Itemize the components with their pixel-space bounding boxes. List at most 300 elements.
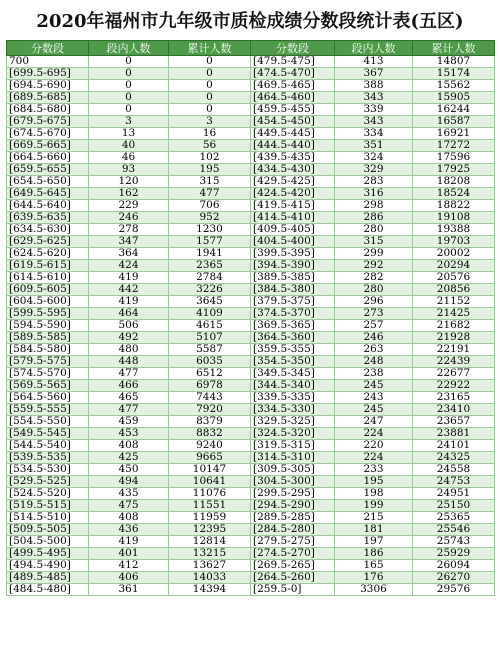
table-cell: 475	[89, 500, 169, 512]
table-row	[7, 116, 495, 128]
table-cell: [374.5-370]	[251, 308, 335, 320]
table-cell: 11551	[169, 500, 251, 512]
table-cell: [534.5-530]	[7, 464, 89, 476]
table-cell: 334	[335, 128, 413, 140]
table-cell: [489.5-485]	[7, 572, 89, 584]
table-cell: [594.5-590]	[7, 320, 89, 332]
table-cell: 24951	[413, 488, 495, 500]
table-cell: 6512	[169, 368, 251, 380]
table-cell: [619.5-615]	[7, 260, 89, 272]
table-cell: 442	[89, 284, 169, 296]
header-row	[7, 41, 495, 56]
table-cell: 280	[335, 284, 413, 296]
table-cell: [599.5-595]	[7, 308, 89, 320]
table-cell: [524.5-520]	[7, 488, 89, 500]
table-cell: 13215	[169, 548, 251, 560]
table-row	[7, 284, 495, 296]
table-cell: 176	[335, 572, 413, 584]
table-cell: 24101	[413, 440, 495, 452]
table-cell: 25546	[413, 524, 495, 536]
table-cell: [569.5-565]	[7, 380, 89, 392]
table-cell: 419	[89, 296, 169, 308]
header-cell: 分数段	[251, 41, 335, 56]
table-cell: 453	[89, 428, 169, 440]
table-cell: 506	[89, 320, 169, 332]
table-cell: [499.5-495]	[7, 548, 89, 560]
table-cell: 343	[335, 116, 413, 128]
table-cell: 3645	[169, 296, 251, 308]
score-distribution-table	[6, 40, 495, 596]
table-cell: 6035	[169, 356, 251, 368]
table-cell: 245	[335, 380, 413, 392]
table-cell: [324.5-320]	[251, 428, 335, 440]
table-cell: 0	[89, 80, 169, 92]
table-cell: [364.5-360]	[251, 332, 335, 344]
table-row	[7, 248, 495, 260]
table-cell: [559.5-555]	[7, 404, 89, 416]
table-cell: 14807	[413, 56, 495, 68]
table-cell: [654.5-650]	[7, 176, 89, 188]
table-cell: [509.5-505]	[7, 524, 89, 536]
table-cell: 477	[89, 404, 169, 416]
table-row	[7, 584, 495, 596]
table-cell: 280	[335, 224, 413, 236]
table-cell: 5587	[169, 344, 251, 356]
table-cell: 16244	[413, 104, 495, 116]
table-cell: [459.5-455]	[251, 104, 335, 116]
table-row	[7, 308, 495, 320]
table-row	[7, 128, 495, 140]
table-cell: 388	[335, 80, 413, 92]
table-cell: [564.5-560]	[7, 392, 89, 404]
table-cell: [679.5-675]	[7, 116, 89, 128]
table-cell: [349.5-345]	[251, 368, 335, 380]
table-cell: 20002	[413, 248, 495, 260]
table-cell: 20294	[413, 260, 495, 272]
table-cell: [424.5-420]	[251, 188, 335, 200]
table-cell: 29576	[413, 584, 495, 596]
table-cell: 343	[335, 92, 413, 104]
table-cell: 3	[89, 116, 169, 128]
table-cell: 952	[169, 212, 251, 224]
table-cell: 436	[89, 524, 169, 536]
table-cell: 283	[335, 176, 413, 188]
table-cell: 46	[89, 152, 169, 164]
table-cell: [439.5-435]	[251, 152, 335, 164]
table-cell: 186	[335, 548, 413, 560]
table-row	[7, 536, 495, 548]
header-cell: 累计人数	[413, 41, 495, 56]
table-row	[7, 80, 495, 92]
table-cell: [479.5-475]	[251, 56, 335, 68]
table-row	[7, 416, 495, 428]
table-cell: 4615	[169, 320, 251, 332]
table-cell: 466	[89, 380, 169, 392]
table-cell: [584.5-580]	[7, 344, 89, 356]
table-cell: 435	[89, 488, 169, 500]
table-cell: 245	[335, 404, 413, 416]
table-row	[7, 212, 495, 224]
table-cell: [339.5-335]	[251, 392, 335, 404]
table-row	[7, 200, 495, 212]
table-cell: 26270	[413, 572, 495, 584]
table-cell: 181	[335, 524, 413, 536]
table-cell: 93	[89, 164, 169, 176]
table-cell: [644.5-640]	[7, 200, 89, 212]
table-cell: 14033	[169, 572, 251, 584]
table-cell: [259.5-0]	[251, 584, 335, 596]
table-cell: [504.5-500]	[7, 536, 89, 548]
table-cell: 459	[89, 416, 169, 428]
page-title: 2020年福州市九年级市质检成绩分数段统计表(五区)	[36, 11, 464, 32]
table-cell: [334.5-330]	[251, 404, 335, 416]
table-cell: 0	[89, 104, 169, 116]
table-cell: 424	[89, 260, 169, 272]
table-cell: 248	[335, 356, 413, 368]
table-cell: [284.5-280]	[251, 524, 335, 536]
table-cell: 16921	[413, 128, 495, 140]
table-row	[7, 164, 495, 176]
table-row	[7, 380, 495, 392]
table-cell: [389.5-385]	[251, 272, 335, 284]
table-cell: 3226	[169, 284, 251, 296]
table-cell: 298	[335, 200, 413, 212]
table-cell: 448	[89, 356, 169, 368]
table-cell: 23165	[413, 392, 495, 404]
table-cell: 102	[169, 152, 251, 164]
table-row	[7, 176, 495, 188]
table-cell: 364	[89, 248, 169, 260]
table-cell: [444.5-440]	[251, 140, 335, 152]
table-cell: 0	[89, 56, 169, 68]
table-cell: 419	[89, 536, 169, 548]
table-cell: 246	[335, 332, 413, 344]
table-cell: 224	[335, 428, 413, 440]
table-cell: 21682	[413, 320, 495, 332]
table-cell: 26094	[413, 560, 495, 572]
table-cell: 23881	[413, 428, 495, 440]
table-cell: 367	[335, 68, 413, 80]
table-cell: [544.5-540]	[7, 440, 89, 452]
table-cell: 316	[335, 188, 413, 200]
table-cell: 1941	[169, 248, 251, 260]
table-cell: 5107	[169, 332, 251, 344]
table-row	[7, 476, 495, 488]
table-cell: 22922	[413, 380, 495, 392]
table-cell: 14394	[169, 584, 251, 596]
table-cell: 18208	[413, 176, 495, 188]
table-row	[7, 356, 495, 368]
table-cell: 3	[169, 116, 251, 128]
table-cell: 15562	[413, 80, 495, 92]
table-cell: 477	[89, 368, 169, 380]
table-cell: [414.5-410]	[251, 212, 335, 224]
table-cell: 282	[335, 272, 413, 284]
table-cell: [494.5-490]	[7, 560, 89, 572]
table-cell: 273	[335, 308, 413, 320]
table-cell: 120	[89, 176, 169, 188]
table-row	[7, 428, 495, 440]
table-cell: 197	[335, 536, 413, 548]
table-cell: 0	[169, 80, 251, 92]
table-cell: [589.5-585]	[7, 332, 89, 344]
table-cell: 408	[89, 440, 169, 452]
table-cell: 1577	[169, 236, 251, 248]
table-cell: 10147	[169, 464, 251, 476]
table-cell: 20576	[413, 272, 495, 284]
table-cell: [514.5-510]	[7, 512, 89, 524]
table-cell: 24325	[413, 452, 495, 464]
table-cell: [519.5-515]	[7, 500, 89, 512]
table-cell: [429.5-425]	[251, 176, 335, 188]
table-cell: 7443	[169, 392, 251, 404]
table-cell: 246	[89, 212, 169, 224]
table-row	[7, 572, 495, 584]
table-cell: 296	[335, 296, 413, 308]
table-cell: 40	[89, 140, 169, 152]
table-row	[7, 140, 495, 152]
table-cell: [649.5-645]	[7, 188, 89, 200]
table-cell: 16	[169, 128, 251, 140]
table-cell: [294.5-290]	[251, 500, 335, 512]
header-cell: 段内人数	[89, 41, 169, 56]
table-cell: 18822	[413, 200, 495, 212]
table-cell: [634.5-630]	[7, 224, 89, 236]
table-row	[7, 404, 495, 416]
table-cell: 257	[335, 320, 413, 332]
table-cell: [699.5-695]	[7, 68, 89, 80]
table-row	[7, 560, 495, 572]
table-cell: 413	[335, 56, 413, 68]
table-cell: 315	[169, 176, 251, 188]
table-cell: 408	[89, 512, 169, 524]
header-cell: 分数段	[7, 41, 89, 56]
table-row	[7, 500, 495, 512]
table-header	[7, 41, 495, 56]
table-cell: 11959	[169, 512, 251, 524]
table-row	[7, 56, 495, 68]
table-cell: 12395	[169, 524, 251, 536]
table-cell: 15905	[413, 92, 495, 104]
table-cell: [464.5-460]	[251, 92, 335, 104]
table-cell: 19108	[413, 212, 495, 224]
table-cell: 56	[169, 140, 251, 152]
table-cell: [474.5-470]	[251, 68, 335, 80]
table-cell: 286	[335, 212, 413, 224]
table-cell: 16587	[413, 116, 495, 128]
table-cell: 198	[335, 488, 413, 500]
table-cell: [319.5-315]	[251, 440, 335, 452]
table-row	[7, 344, 495, 356]
table-cell: [609.5-605]	[7, 284, 89, 296]
table-cell: [664.5-660]	[7, 152, 89, 164]
table-cell: [659.5-655]	[7, 164, 89, 176]
table-row	[7, 392, 495, 404]
table-cell: 17596	[413, 152, 495, 164]
table-cell: [394.5-390]	[251, 260, 335, 272]
table-cell: 195	[335, 476, 413, 488]
table-cell: [469.5-465]	[251, 80, 335, 92]
table-row	[7, 332, 495, 344]
table-cell: 4109	[169, 308, 251, 320]
table-cell: 18524	[413, 188, 495, 200]
table-cell: [354.5-350]	[251, 356, 335, 368]
table-cell: 3306	[335, 584, 413, 596]
table-cell: [384.5-380]	[251, 284, 335, 296]
table-cell: [604.5-600]	[7, 296, 89, 308]
table-cell: 0	[89, 92, 169, 104]
table-cell: 220	[335, 440, 413, 452]
table-cell: 450	[89, 464, 169, 476]
table-cell: 406	[89, 572, 169, 584]
table-cell: 9665	[169, 452, 251, 464]
table-cell: 13627	[169, 560, 251, 572]
table-row	[7, 224, 495, 236]
table-cell: 17272	[413, 140, 495, 152]
table-cell: [304.5-300]	[251, 476, 335, 488]
table-row	[7, 92, 495, 104]
table-cell: 419	[89, 272, 169, 284]
table-body	[7, 56, 495, 596]
table-row	[7, 452, 495, 464]
table-cell: 15174	[413, 68, 495, 80]
table-cell: 23657	[413, 416, 495, 428]
table-cell: 13	[89, 128, 169, 140]
table-row	[7, 464, 495, 476]
table-row	[7, 152, 495, 164]
table-cell: 23410	[413, 404, 495, 416]
table-cell: [264.5-260]	[251, 572, 335, 584]
table-cell: 215	[335, 512, 413, 524]
table-cell: 6978	[169, 380, 251, 392]
table-cell: 401	[89, 548, 169, 560]
table-cell: 19703	[413, 236, 495, 248]
table-cell: [449.5-445]	[251, 128, 335, 140]
table-cell: 494	[89, 476, 169, 488]
table-cell: 21152	[413, 296, 495, 308]
table-row	[7, 296, 495, 308]
table-cell: 238	[335, 368, 413, 380]
table-cell: [574.5-570]	[7, 368, 89, 380]
table-cell: 480	[89, 344, 169, 356]
table-cell: 706	[169, 200, 251, 212]
table-cell: 10641	[169, 476, 251, 488]
table-cell: 195	[169, 164, 251, 176]
table-cell: 361	[89, 584, 169, 596]
table-cell: 278	[89, 224, 169, 236]
table-cell: [274.5-270]	[251, 548, 335, 560]
table-cell: 299	[335, 248, 413, 260]
table-cell: [629.5-625]	[7, 236, 89, 248]
table-row	[7, 104, 495, 116]
table-cell: 464	[89, 308, 169, 320]
table-cell: 7920	[169, 404, 251, 416]
table-cell: 351	[335, 140, 413, 152]
table-cell: 0	[169, 104, 251, 116]
table-cell: [359.5-355]	[251, 344, 335, 356]
table-cell: [269.5-265]	[251, 560, 335, 572]
table-cell: [684.5-680]	[7, 104, 89, 116]
table-cell: 477	[169, 188, 251, 200]
table-cell: 0	[89, 68, 169, 80]
table-cell: [404.5-400]	[251, 236, 335, 248]
table-row	[7, 488, 495, 500]
table-cell: 229	[89, 200, 169, 212]
table-cell: 22677	[413, 368, 495, 380]
table-cell: 11076	[169, 488, 251, 500]
table-cell: [694.5-690]	[7, 80, 89, 92]
table-cell: [289.5-285]	[251, 512, 335, 524]
table-cell: [484.5-480]	[7, 584, 89, 596]
table-cell: 20856	[413, 284, 495, 296]
table-row	[7, 512, 495, 524]
table-cell: 25743	[413, 536, 495, 548]
table-row	[7, 320, 495, 332]
table-cell: 1230	[169, 224, 251, 236]
header-cell: 段内人数	[335, 41, 413, 56]
table-cell: [639.5-635]	[7, 212, 89, 224]
table-cell: 22439	[413, 356, 495, 368]
table-row	[7, 524, 495, 536]
table-cell: 21425	[413, 308, 495, 320]
table-cell: 425	[89, 452, 169, 464]
table-cell: [454.5-450]	[251, 116, 335, 128]
table-cell: 233	[335, 464, 413, 476]
table-cell: [554.5-550]	[7, 416, 89, 428]
table-row	[7, 548, 495, 560]
table-cell: [669.5-665]	[7, 140, 89, 152]
table-cell: 24558	[413, 464, 495, 476]
table-cell: [399.5-395]	[251, 248, 335, 260]
table-cell: 292	[335, 260, 413, 272]
table-cell: [329.5-325]	[251, 416, 335, 428]
table-cell: [549.5-545]	[7, 428, 89, 440]
table-cell: [314.5-310]	[251, 452, 335, 464]
table-cell: 347	[89, 236, 169, 248]
table-cell: [529.5-525]	[7, 476, 89, 488]
table-row	[7, 68, 495, 80]
table-cell: 339	[335, 104, 413, 116]
table-cell: 329	[335, 164, 413, 176]
table-cell: [434.5-430]	[251, 164, 335, 176]
table-cell: 19388	[413, 224, 495, 236]
table-cell: 9240	[169, 440, 251, 452]
table-cell: 17925	[413, 164, 495, 176]
table-row	[7, 188, 495, 200]
table-row	[7, 260, 495, 272]
table-cell: 25150	[413, 500, 495, 512]
table-row	[7, 368, 495, 380]
table-cell: 8832	[169, 428, 251, 440]
table-row	[7, 236, 495, 248]
table-cell: 25365	[413, 512, 495, 524]
table-cell: 25929	[413, 548, 495, 560]
table-cell: 162	[89, 188, 169, 200]
table-cell: 0	[169, 92, 251, 104]
table-row	[7, 272, 495, 284]
table-cell: [279.5-275]	[251, 536, 335, 548]
table-cell: [419.5-415]	[251, 200, 335, 212]
table-cell: [539.5-535]	[7, 452, 89, 464]
table-cell: 24753	[413, 476, 495, 488]
table-cell: [309.5-305]	[251, 464, 335, 476]
table-cell: 0	[169, 56, 251, 68]
table-cell: 199	[335, 500, 413, 512]
table-cell: 247	[335, 416, 413, 428]
table-cell: 700	[7, 56, 89, 68]
table-cell: 224	[335, 452, 413, 464]
table-cell: [379.5-375]	[251, 296, 335, 308]
